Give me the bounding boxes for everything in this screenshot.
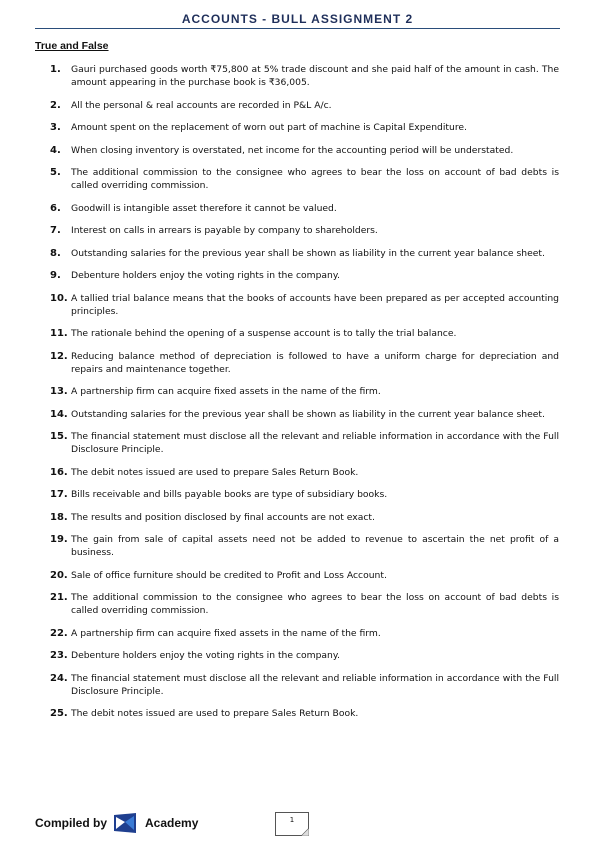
question-text: The additional commission to the consignee who agrees to bear the loss on account of bad debts is called overriding commission. (71, 167, 559, 191)
question-item (50, 166, 559, 192)
question-number: 25. (50, 708, 68, 719)
page-corner-icon (301, 828, 309, 836)
question-item (50, 511, 559, 524)
question-number: 20. (50, 569, 68, 581)
page-number: 1 (289, 816, 295, 824)
question-text: Amount spent on the replacement of worn out part of machine is Capital Expenditure. (71, 122, 467, 133)
question-number: 9. (50, 270, 61, 281)
question-text: The additional commission to the consignee who agrees to bear the loss on account of bad debts is called overriding commission. (71, 592, 559, 616)
question-number: 5. (50, 167, 61, 178)
question-item (50, 247, 559, 260)
header-title: ACCOUNTS - BULL ASSIGNMENT 2 (181, 12, 414, 26)
question-text: Gauri purchased goods worth ₹75,800 at 5% trade discount and she paid half of the amount in cash. The amount appearing in the purchase book is ₹36,005. (71, 64, 559, 88)
compiled-by-label: Compiled by (35, 816, 108, 830)
question-item (50, 144, 559, 157)
question-item (50, 430, 559, 456)
question-text: All the personal & real accounts are recorded in P&L A/c. (71, 99, 332, 111)
question-item (50, 569, 559, 582)
question-text: Interest on calls in arrears is payable by company to shareholders. (71, 225, 378, 236)
academy-logo-icon (113, 812, 137, 834)
question-item (50, 99, 559, 112)
question-text: Goodwill is intangible asset therefore it cannot be valued. (71, 202, 337, 214)
question-number: 17. (50, 489, 68, 500)
question-number: 7. (50, 225, 61, 236)
question-text: The rationale behind the opening of a suspense account is to tally the trial balance. (71, 328, 457, 339)
question-text: The results and position disclosed by final accounts are not exact. (71, 511, 375, 523)
question-number: 12. (50, 350, 68, 362)
question-number: 2. (50, 99, 61, 111)
question-number: 3. (50, 122, 61, 133)
question-item (50, 488, 559, 501)
question-text: Reducing balance method of depreciation is followed to have a uniform charge for depreciation and repairs and maintenance together. (71, 350, 559, 375)
question-text: A tallied trial balance means that the books of accounts have been prepared as per accepted accounting principles. (71, 292, 559, 317)
question-number: 18. (50, 511, 68, 523)
question-number: 13. (50, 386, 68, 397)
page-number-box (275, 812, 309, 836)
question-item (50, 63, 559, 89)
question-text: Outstanding salaries for the previous year shall be shown as liability in the current year balance sheet. (71, 408, 545, 420)
question-item (50, 672, 559, 698)
question-item (50, 269, 559, 282)
question-number: 1. (50, 64, 61, 75)
question-number: 10. (50, 292, 68, 304)
question-text: The gain from sale of capital assets need not be added to revenue to ascertain the net profit of a business. (71, 534, 559, 558)
question-item (50, 385, 559, 398)
question-item (50, 649, 559, 662)
question-text: Sale of office furniture should be credited to Profit and Loss Account. (71, 569, 387, 581)
question-item (50, 408, 559, 421)
question-item (50, 591, 559, 617)
question-text: Bills receivable and bills payable books are type of subsidiary books. (71, 489, 388, 500)
question-number: 23. (50, 650, 68, 661)
question-item (50, 327, 559, 340)
question-text: Debenture holders enjoy the voting rights in the company. (71, 270, 340, 281)
question-item (50, 466, 559, 479)
question-text: Outstanding salaries for the previous year shall be shown as liability in the current year balance sheet. (71, 247, 545, 259)
question-number: 6. (50, 202, 61, 214)
question-number: 22. (50, 627, 68, 639)
question-number: 24. (50, 672, 68, 684)
question-text: When closing inventory is overstated, net income for the accounting period will be understated. (71, 144, 514, 156)
question-list (50, 63, 559, 730)
question-text: The debit notes issued are used to prepare Sales Return Book. (71, 466, 359, 478)
question-item (50, 292, 559, 318)
question-number: 4. (50, 144, 61, 156)
section-heading: True and False (35, 40, 109, 52)
footer (35, 812, 198, 834)
question-number: 21. (50, 592, 68, 603)
question-text: Debenture holders enjoy the voting rights in the company. (71, 650, 340, 661)
question-item (50, 627, 559, 640)
question-item (50, 202, 559, 215)
question-text: The financial statement must disclose all the relevant and reliable information in accordance with the Full Disclosure Principle. (71, 672, 559, 697)
question-number: 11. (50, 328, 68, 339)
question-item (50, 707, 559, 720)
academy-label: Academy (145, 816, 199, 830)
question-item (50, 350, 559, 376)
question-number: 16. (50, 466, 68, 478)
question-number: 14. (50, 408, 68, 420)
question-text: A partnership firm can acquire fixed assets in the name of the firm. (71, 386, 381, 397)
question-item (50, 121, 559, 134)
question-text: A partnership firm can acquire fixed assets in the name of the firm. (71, 627, 381, 639)
question-number: 19. (50, 534, 68, 545)
question-text: The financial statement must disclose all the relevant and reliable information in accordance with the Full Disclosure Principle. (71, 431, 559, 455)
page-header (35, 8, 560, 29)
question-item (50, 533, 559, 559)
question-item (50, 224, 559, 237)
question-text: The debit notes issued are used to prepare Sales Return Book. (71, 708, 359, 719)
question-number: 15. (50, 431, 68, 442)
question-number: 8. (50, 247, 61, 259)
